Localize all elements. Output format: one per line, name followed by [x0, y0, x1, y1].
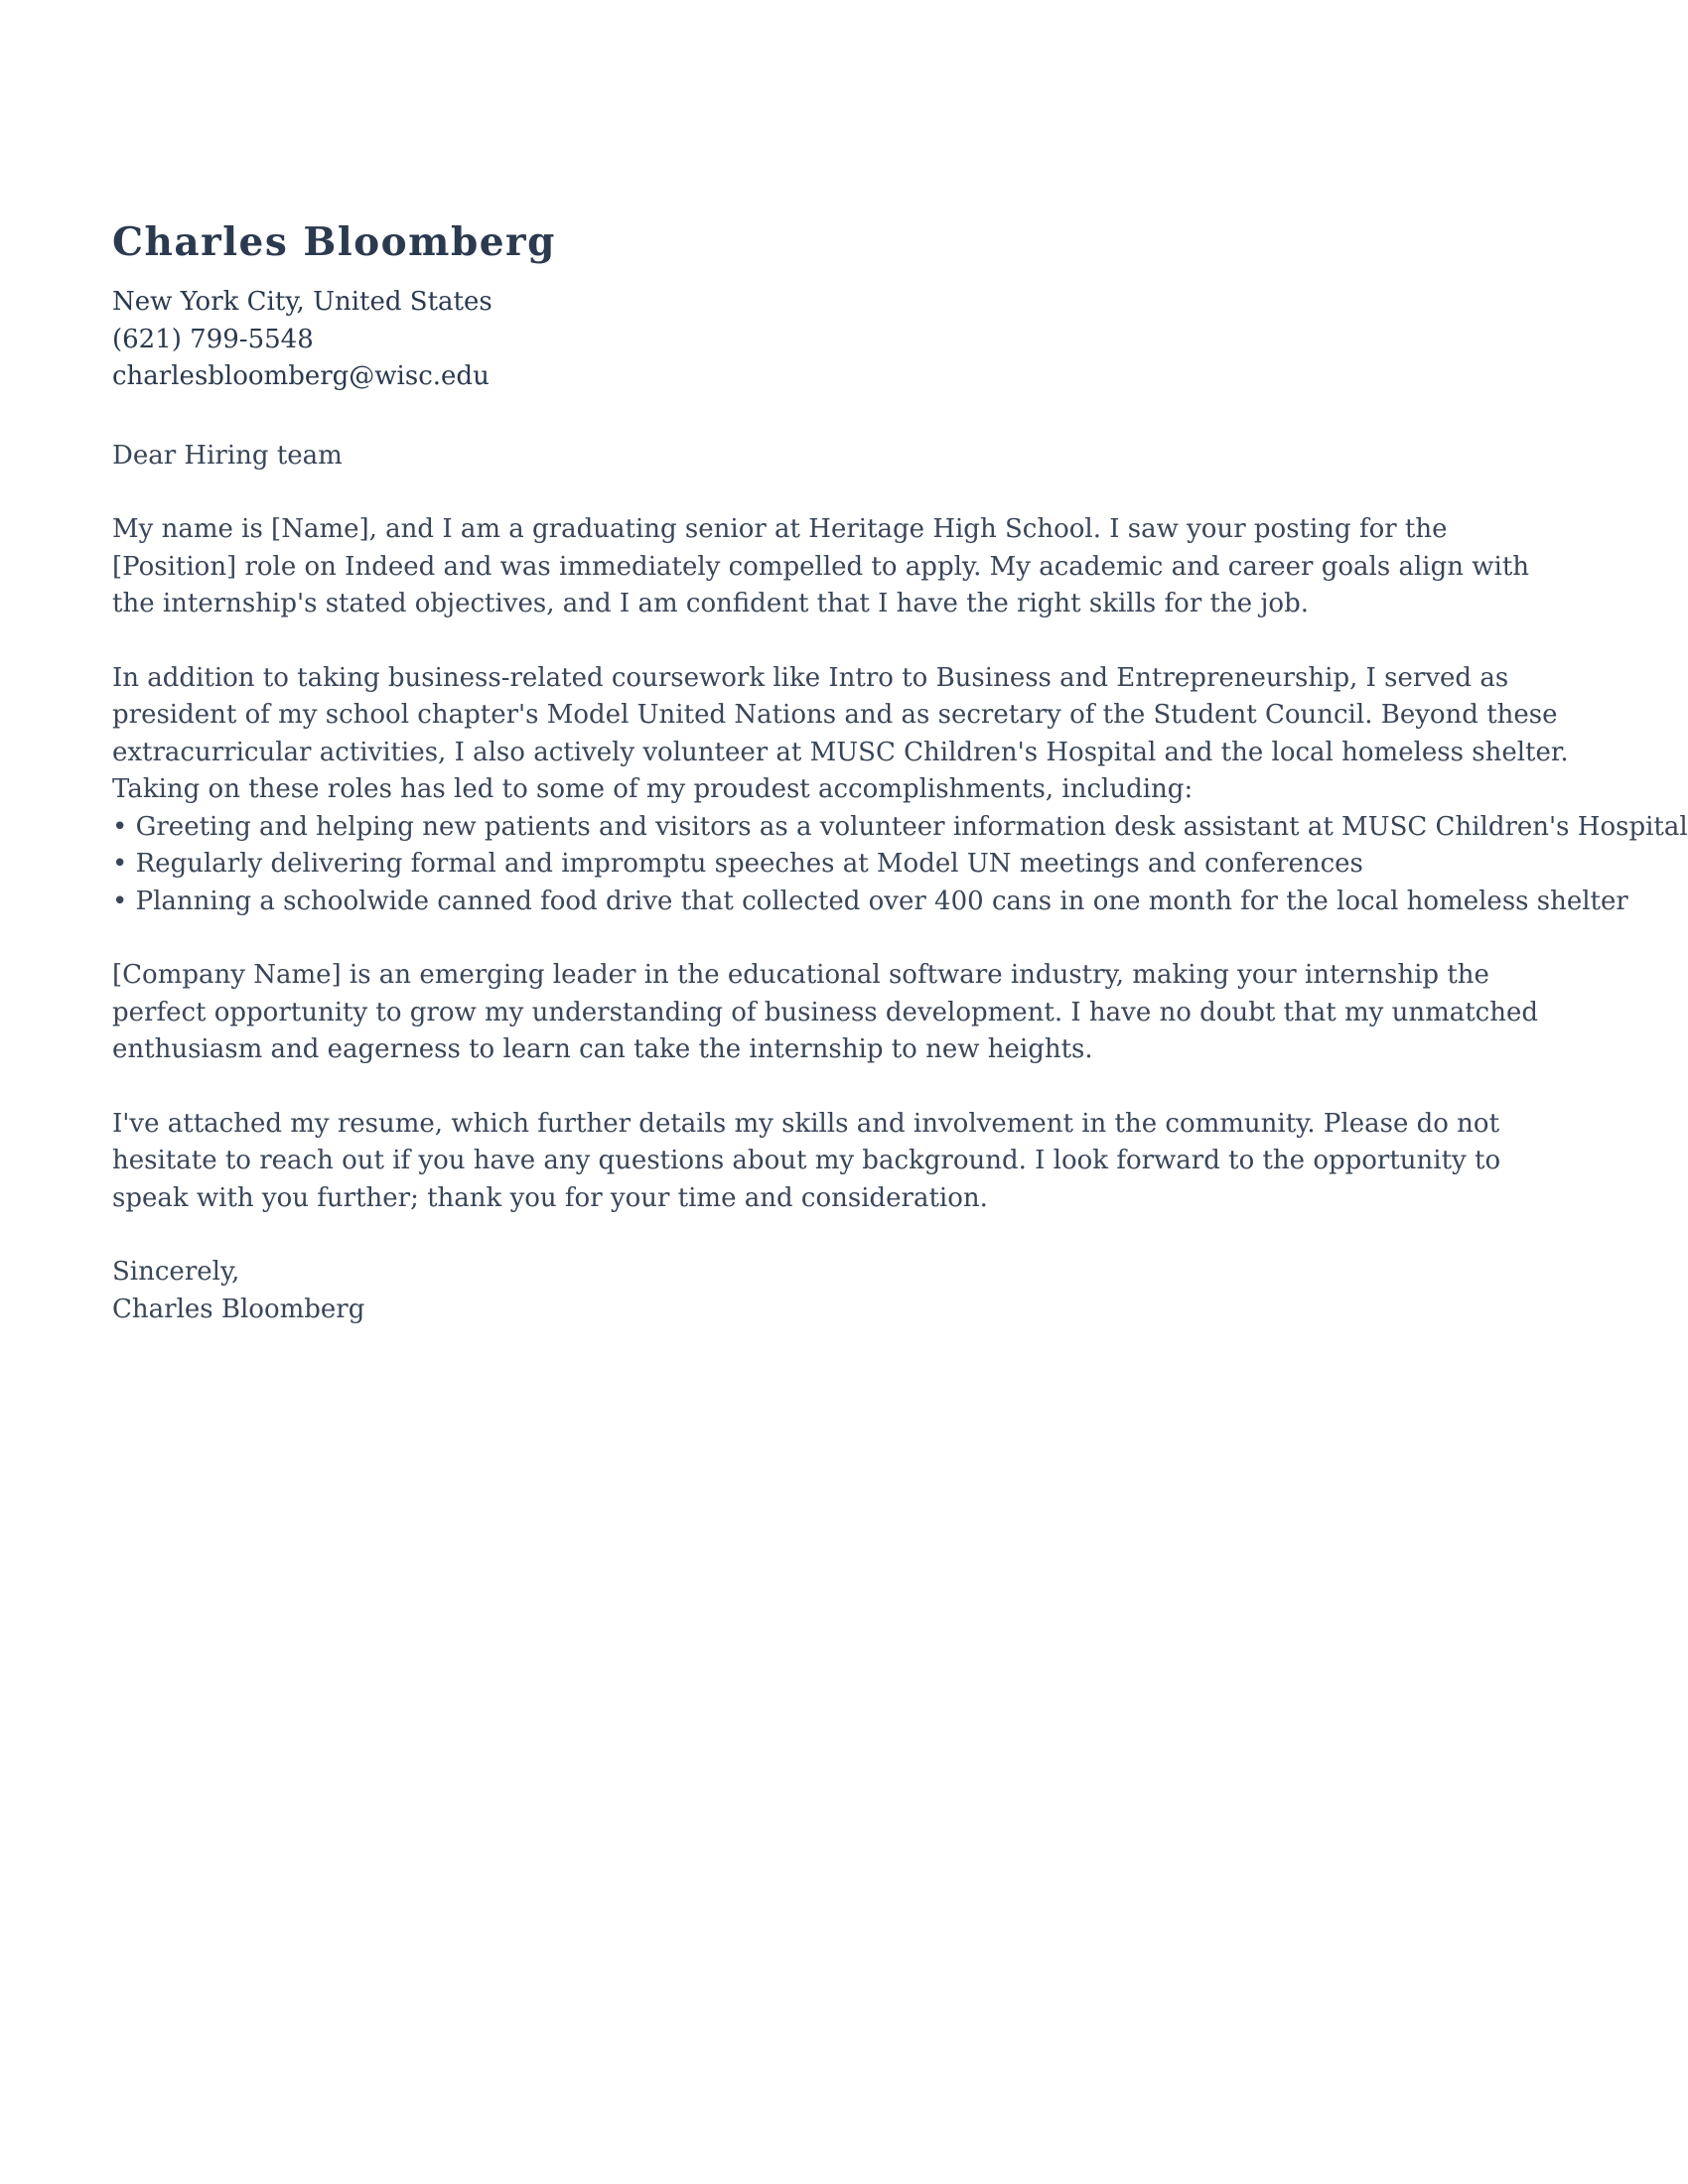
- list-item: [112, 846, 1572, 884]
- accomplishment-list: [112, 809, 1688, 921]
- paragraph-closing: [112, 1106, 1572, 1218]
- list-item-text: Regularly delivering formal and impromptu speeches at Model UN meetings and conferences: [135, 849, 1363, 879]
- signature-text: Charles Bloomberg: [112, 1294, 365, 1324]
- paragraph-intro-text: My name is [Name], and I am a graduating senior at Heritage High School. I saw your posting for the [Position] role on Indeed and was immediately compelled to apply. My academic and career goals align with the internship's stated objectives, and I am confident that I have the right skills for the job.: [112, 514, 1530, 618]
- signoff-block: [112, 1254, 1582, 1328]
- paragraph-experience: [112, 660, 1688, 921]
- location-text: New York City, United States: [112, 287, 492, 317]
- list-item: [112, 809, 1688, 847]
- paragraph-intro: [112, 511, 1572, 623]
- contact-block: [112, 284, 1582, 396]
- paragraph-experience-text: In addition to taking business-related coursework like Intro to Business and Entrepreneurship, I served as president of my school chapter's Model United Nations and as secretary of the Student Council. Beyond these extracurricular activities, I also actively volunteer at MUSC Children's Hospital and the local homeless shelter. Taking on these roles has led to some of my proudest accomplishments, including:: [112, 662, 1569, 804]
- list-item-text: Greeting and helping new patients and visitors as a volunteer information desk assistant at MUSC Children's Hospital: [135, 811, 1688, 842]
- signoff-text: Sincerely,: [112, 1257, 240, 1287]
- phone-text: (621) 799-5548: [112, 324, 314, 354]
- bullet-icon: •: [112, 811, 128, 842]
- bullet-icon: •: [112, 886, 128, 916]
- email-text: charlesbloomberg@wisc.edu: [112, 361, 490, 391]
- cover-letter: [112, 218, 1688, 1328]
- bullet-icon: •: [112, 849, 128, 879]
- paragraph-company: [112, 957, 1572, 1069]
- list-item: [112, 884, 1628, 921]
- list-item-text: Planning a schoolwide canned food drive that collected over 400 cans in one month for the local homeless shelter: [135, 886, 1628, 916]
- paragraph-company-text: [Company Name] is an emerging leader in the educational software industry, making your internship the perfect opportunity to grow my understanding of business development. I have no doubt that my unmatched enthusiasm and eagerness to learn can take the internship to new heights.: [112, 960, 1539, 1064]
- applicant-name: Charles Bloomberg: [112, 219, 556, 265]
- paragraph-closing-text: I've attached my resume, which further details my skills and involvement in the community. Please do not hesitate to reach out if you have any questions about my background. I look forward to the opportunity to speak with you further; thank you for your time and consideration.: [112, 1108, 1501, 1213]
- greeting: Dear Hiring team: [112, 440, 343, 471]
